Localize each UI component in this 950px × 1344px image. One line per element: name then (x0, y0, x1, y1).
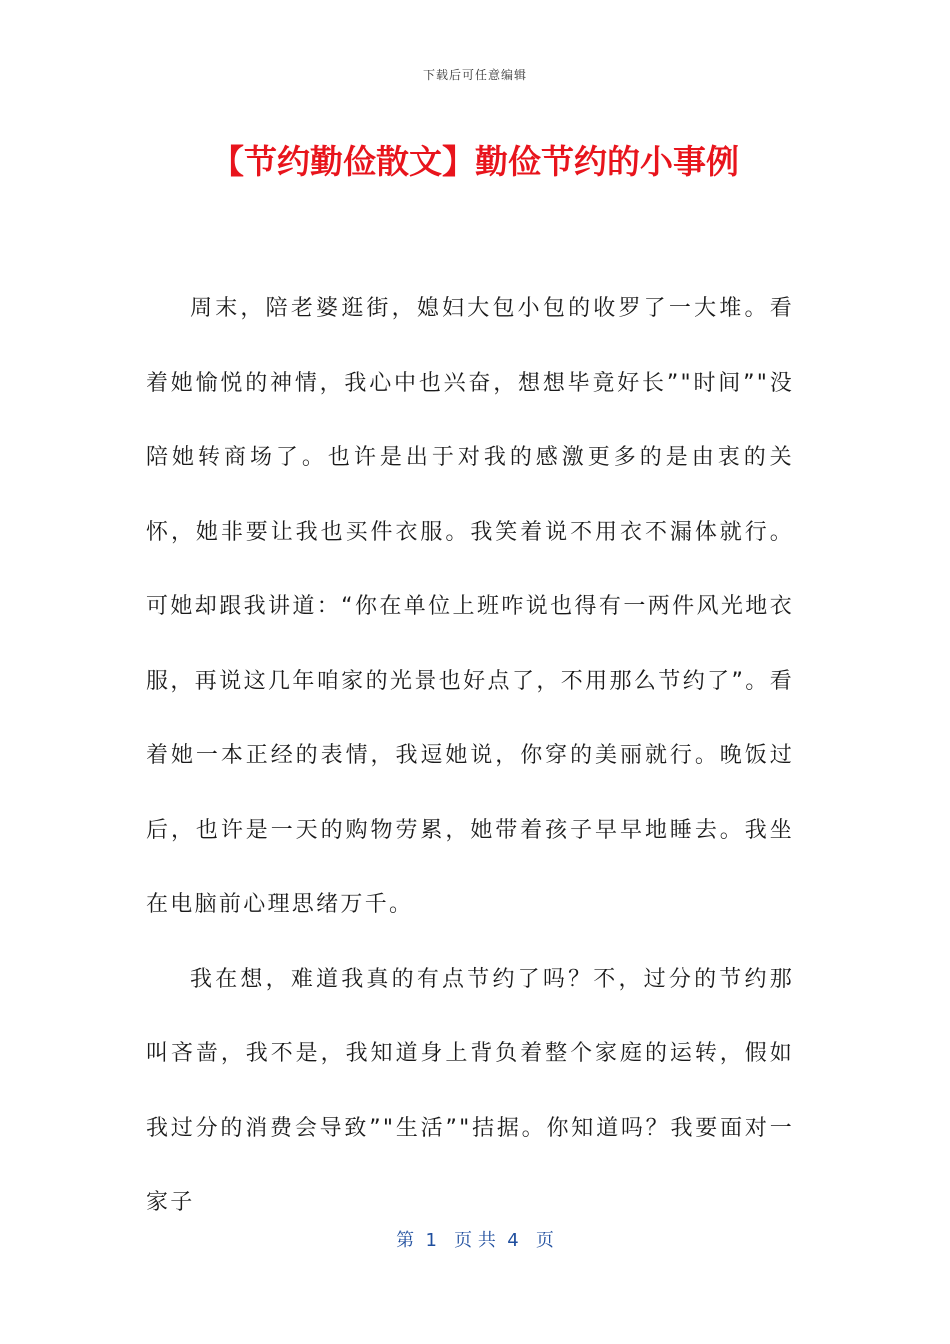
page-footer: 第 1 页 共 4 页 (396, 1230, 554, 1251)
paragraph-1: 周末，陪老婆逛街，媳妇大包小包的收罗了一大堆。看着她愉悦的神情，我心中也兴奋，想想毕竟好长”"时间”"没陪她转商场了。也许是出于对我的感激更多的是由衷的关怀，她非要让我也买件衣服。我笑着说不用衣不漏体就行。可她却跟我讲道：“你在单位上班咋说也得有一两件风光地衣服，再说这几年咱家的光景也好点了，不用那么节约了”。看着她一本正经的表情，我逗她说，你穿的美丽就行。晚饭过后，也许是一天的购物劳累，她带着孩子早早地睡去。我坐在电脑前心理思绪万千。 (146, 296, 794, 917)
header-note: 下载后可任意编辑 (422, 68, 527, 82)
paragraph-2: 我在想，难道我真的有点节约了吗？不，过分的节约那叫吝啬，我不是，我知道身上背负着整个家庭的运转，假如我过分的消费会导致”"生活”"拮据。你知道吗？我要面对一家子 (146, 966, 794, 1215)
document-title: 【节约勤俭散文】勤俭节约的小事例 (211, 142, 739, 181)
document-body (146, 272, 794, 1241)
